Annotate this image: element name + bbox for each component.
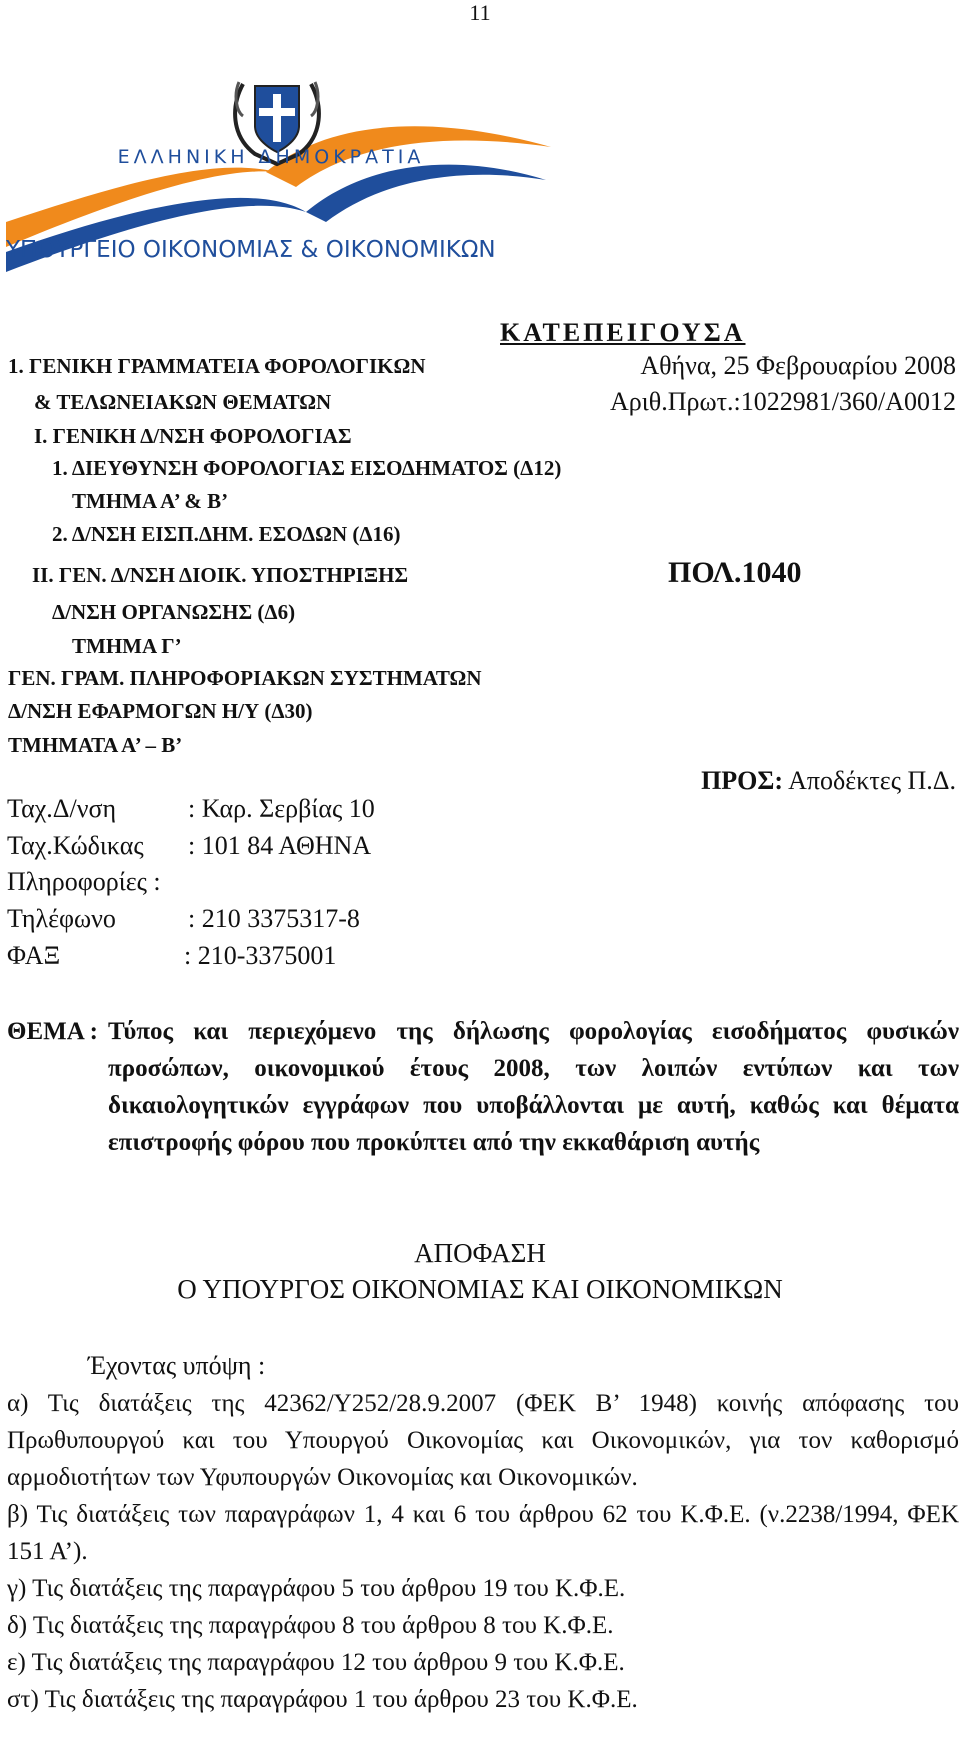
considering-heading: Έχοντας υπόψη : [88, 1351, 266, 1380]
urgent-label: ΚΑΤΕΠΕΙΓΟΥΣΑ [500, 318, 746, 347]
header-line: ΤΜΗΜΑ Α’ & Β’ [72, 489, 229, 513]
header-line: ΓΕΝ. ΓΡΑΜ. ΠΛΗΡΟΦΟΡΙΑΚΩΝ ΣΥΣΤΗΜΑΤΩΝ [8, 666, 482, 690]
header-line: & ΤΕΛΩΝΕΙΑΚΩΝ ΘΕΜΑΤΩΝ [34, 390, 332, 414]
header-line: ΙΙ. ΓΕΝ. Δ/ΝΣΗ ΔΙΟΙΚ. ΥΠΟΣΤΗΡΙΞΗΣ [32, 563, 409, 587]
paragraph-b: β) Τις διατάξεις των παραγράφων 1, 4 και 6 του άρθρου 62 του Κ.Φ.Ε. (ν.2238/1994, ΦΕΚ 151 Α’). [7, 1501, 959, 1565]
logo-country-text: ΕΛΛΗΝΙΚΗ ΔΗΜΟΚΡΑΤΙΑ [117, 146, 425, 168]
recipients-label: ΠΡΟΣ: [701, 766, 784, 795]
contact-value: : 101 84 ΑΘΗΝΑ [188, 831, 372, 860]
header-line: 1. ΓΕΝΙΚΗ ΓΡΑΜΜΑΤΕΙΑ ΦΟΡΟΛΟΓΙΚΩΝ [8, 354, 426, 378]
contact-label: Τηλέφωνο [7, 904, 116, 933]
ministry-logo [6, 62, 566, 302]
contact-label: ΦΑΞ [7, 941, 61, 970]
subject-label: ΘΕΜΑ : [7, 1018, 98, 1045]
paragraph-d: δ) Τις διατάξεις της παραγράφου 8 του άρθρου 8 του Κ.Φ.Ε. [7, 1612, 614, 1639]
legal-references [7, 1385, 959, 1718]
contact-label: Ταχ.Κώδικας [7, 831, 144, 860]
header-line: Δ/ΝΣΗ ΕΦΑΡΜΟΓΩΝ Η/Υ (Δ30) [8, 699, 313, 723]
recipients [701, 765, 956, 797]
minister-title: Ο ΥΠΟΥΡΓΟΣ ΟΙΚΟΝΟΜΙΑΣ ΚΑΙ ΟΙΚΟΝΟΜΙΚΩΝ [177, 1274, 783, 1304]
contact-value: : Καρ. Σερβίας 10 [188, 794, 375, 823]
document-date: Αθήνα, 25 Φεβρουαρίου 2008 [640, 351, 956, 380]
protocol-number: Αριθ.Πρωτ.:1022981/360/Α0012 [610, 387, 956, 416]
contact-value: : 210 3375317-8 [188, 904, 360, 933]
greek-coat-of-arms-icon [6, 62, 566, 302]
header-line: Ι. ΓΕΝΙΚΗ Δ/ΝΣΗ ΦΟΡΟΛΟΓΙΑΣ [34, 424, 352, 448]
subject-text: Τύπος και περιεχόμενο της δήλωσης φορολογίας εισοδήματος φυσικών προσώπων, οικονομικού έτους 2008, των λοιπών εντύπων και των δικαιολογητικών εγγράφων που υποβάλλονται με αυτή, καθώς και θέματα επιστροφής φόρου που προκύπτει από την εκκαθάριση αυτής [108, 1018, 959, 1156]
header-line: 1. ΔΙΕΥΘΥΝΣΗ ΦΟΡΟΛΟΓΙΑΣ ΕΙΣΟΔΗΜΑΤΟΣ (Δ12) [52, 456, 562, 480]
paragraph-st: στ) Τις διατάξεις της παραγράφου 1 του άρθρου 23 του Κ.Φ.Ε. [7, 1686, 638, 1713]
contact-label: Πληροφορίες : [7, 867, 161, 896]
recipients-value: Αποδέκτες Π.Δ. [788, 766, 956, 795]
contact-label: Ταχ.Δ/νση [7, 794, 117, 823]
header-line: 2. Δ/ΝΣΗ ΕΙΣΠ.ΔΗΜ. ΕΣΟΔΩΝ (Δ16) [52, 522, 401, 546]
decision-title: ΑΠΟΦΑΣΗ [414, 1238, 546, 1268]
contact-value: : 210-3375001 [184, 941, 337, 970]
header-line: ΤΜΗΜΑ Γ’ [72, 634, 182, 658]
paragraph-e: ε) Τις διατάξεις της παραγράφου 12 του άρθρου 9 του Κ.Φ.Ε. [7, 1649, 625, 1676]
header-line: Δ/ΝΣΗ ΟΡΓΑΝΩΣΗΣ (Δ6) [52, 600, 296, 624]
paragraph-a: α) Τις διατάξεις της 42362/Υ252/28.9.2007 (ΦΕΚ Β’ 1948) κοινής απόφασης του Πρωθυπουργού και του Υπουργού Οικονομίας και Οικονομικών, για τον καθορισμό αρμοδιοτήτων των Υφυπουργών Οικονομίας και Οικονομικών. [7, 1390, 959, 1491]
header-line: ΤΜΗΜΑΤΑ Α’ – Β’ [8, 733, 183, 757]
circular-number: ΠΟΛ.1040 [668, 556, 802, 589]
paragraph-c: γ) Τις διατάξεις της παραγράφου 5 του άρθρου 19 του Κ.Φ.Ε. [7, 1575, 626, 1602]
page-number: 11 [469, 0, 491, 25]
logo-ministry-text: ΥΠΟΥΡΓΕΙΟ ΟΙΚΟΝΟΜΙΑΣ & ΟΙΚΟΝΟΜΙΚΩΝ [6, 237, 496, 263]
